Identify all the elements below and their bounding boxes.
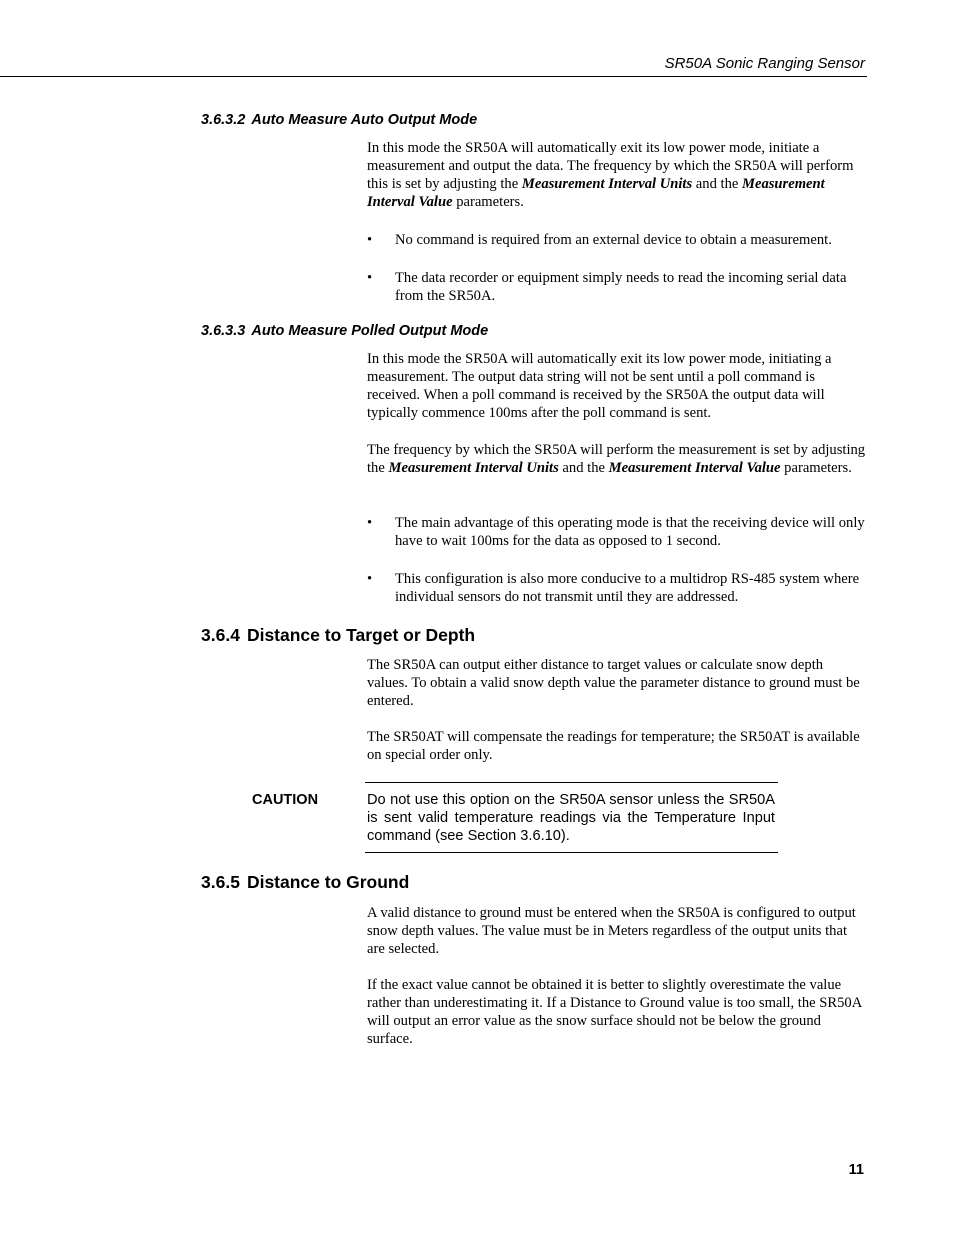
paragraph-sr50at: The SR50AT will compensate the readings for temperature; the SR50AT is available on special order only. (367, 729, 860, 763)
heading-title: Auto Measure Polled Output Mode (251, 323, 489, 339)
bullet-icon: • (367, 515, 373, 531)
list-item-text: No command is required from an external device to obtain a measurement. (395, 232, 832, 248)
list-item (367, 514, 867, 550)
param-measurement-interval-units: Measurement Interval Units (388, 460, 559, 476)
bullet-icon: • (367, 270, 373, 286)
list-item-text: The data recorder or equipment simply needs to read the incoming serial data from the SR50A. (395, 270, 847, 304)
paragraph-distance-ground: A valid distance to ground must be entered when the SR50A is configured to output snow depth values. The value must be in Meters regardless of the output units that are selected. (367, 905, 856, 957)
text-run: parameters. (452, 194, 524, 210)
heading-title: Auto Measure Auto Output Mode (251, 112, 478, 128)
heading-3-6-4 (201, 625, 475, 646)
text-run: and the (692, 176, 742, 192)
caution-text: Do not use this option on the SR50A sensor unless the SR50A is sent valid temperature readings via the Temperature Input command (see Section 3.6.10). (367, 792, 775, 844)
bullet-icon: • (367, 571, 373, 587)
list-item-text: The main advantage of this operating mode is that the receiving device will only have to wait 100ms for the data as opposed to 1 second. (395, 515, 865, 549)
param-measurement-interval-value: Measurement Interval Value (608, 460, 781, 476)
page-number: 11 (848, 1162, 864, 1178)
heading-number: 3.6.3.2 (201, 112, 246, 128)
list-item-text: This configuration is also more conducive to a multidrop RS-485 system where individual sensors do not transmit until they are addressed. (395, 571, 860, 605)
paragraph-auto-output-intro (367, 139, 867, 211)
paragraph-overestimate: If the exact value cannot be obtained it is better to slightly overestimate the value rather than underestimating it. If a Distance to Ground value is too small, the SR50A will output an error value as the snow surface should not be below the ground surface. (367, 977, 862, 1047)
heading-3-6-3-2 (201, 112, 477, 128)
text-run: and the (558, 460, 609, 476)
running-header: SR50A Sonic Ranging Sensor (664, 55, 865, 72)
heading-number: 3.6.4 (201, 625, 240, 645)
paragraph-polled-frequency (367, 441, 867, 477)
heading-number: 3.6.5 (201, 872, 240, 892)
list-item (367, 570, 867, 606)
heading-number: 3.6.3.3 (201, 323, 246, 339)
text-run: In this mode the SR50A will automatically exit its low power mode, initiate a measurement and output the data. The frequency by which the SR50A will perform this is set by adjusting the (367, 140, 854, 192)
heading-title: Distance to Target or Depth (246, 625, 476, 645)
heading-3-6-5 (201, 872, 409, 893)
paragraph-polled-intro: In this mode the SR50A will automatically exit its low power mode, initiating a measurement. The output data string will not be sent until a poll command is received. When a poll command is received by the SR50A the output data will typically commence 100ms after the poll command is sent. (367, 351, 832, 421)
text-run: The frequency by which the SR50A will perform the measurement is set by adjusting the (367, 442, 866, 476)
caution-top-rule (365, 782, 778, 783)
header-rule (0, 76, 867, 77)
caution-bottom-rule (365, 852, 778, 853)
list-item (367, 231, 867, 249)
caution-label: CAUTION (252, 792, 319, 808)
param-measurement-interval-units: Measurement Interval Units (521, 176, 693, 192)
list-item (367, 269, 867, 305)
heading-3-6-3-3 (201, 323, 488, 339)
paragraph-distance-target: The SR50A can output either distance to target values or calculate snow depth values. To obtain a valid snow depth value the parameter distance to ground must be entered. (367, 657, 860, 709)
text-run: parameters. (780, 460, 852, 476)
heading-title: Distance to Ground (246, 872, 410, 892)
bullet-icon: • (367, 232, 373, 248)
param-measurement-interval-value: Measurement Interval Value (367, 176, 825, 210)
